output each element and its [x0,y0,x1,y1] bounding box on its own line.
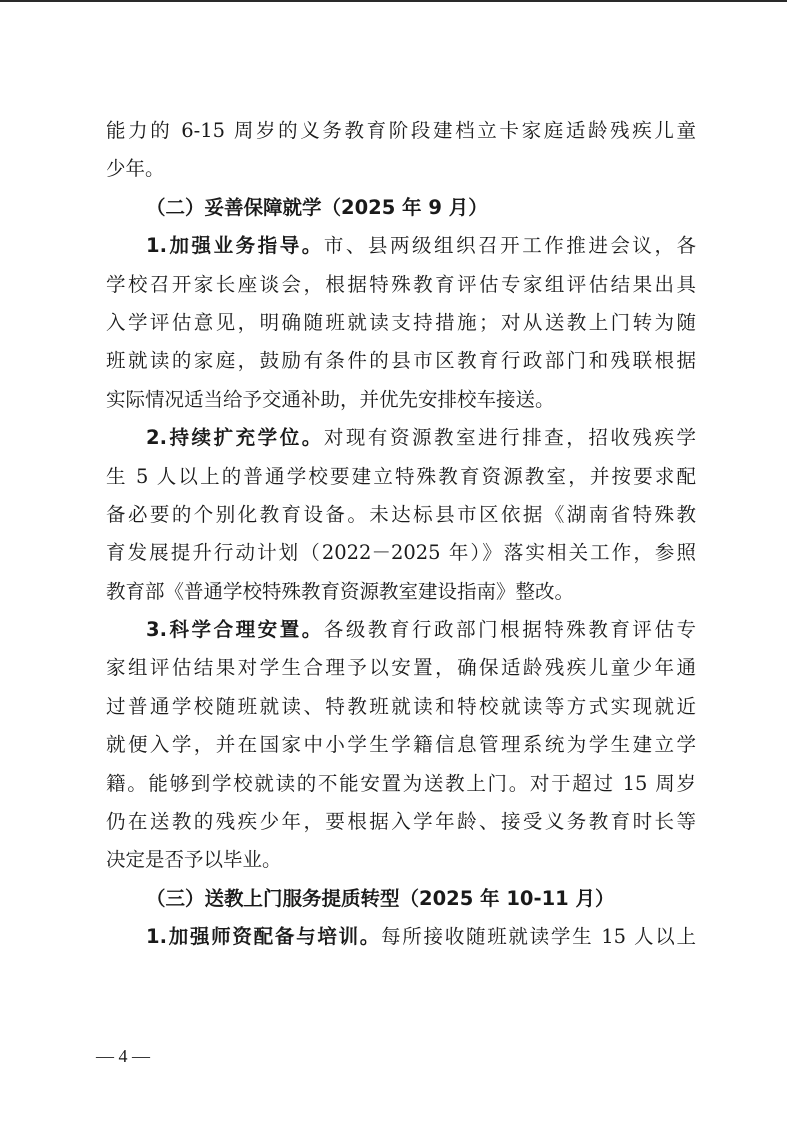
item-lead: 1.加强师资配备与培训。 [146,925,382,949]
item-lead: 3.科学合理安置。 [146,618,324,642]
text-line: 能力的 6-15 周岁的义务教育阶段建档立卡家庭适龄残疾儿童 [106,119,696,142]
section-heading: （三）送教上门服务提质转型（2025 年 10-11 月） [146,886,615,910]
top-border-line [0,0,787,2]
paragraph-first-line [106,227,696,265]
text-line: 仍在送教的残疾少年，要根据入学年龄、接受义务教育时长等 [106,810,696,834]
text-line: 生 5 人以上的普通学校要建立特殊教育资源教室，并按要求配 [106,464,696,488]
item-lead: 2.持续扩充学位。 [146,426,324,450]
text-line: 入学评估意见，明确随班就读支持措施；对从送教上门转为随 [106,310,696,334]
text-line: 籍。能够到学校就读的不能安置为送教上门。对于超过 15 周岁 [106,771,696,795]
item-lead: 1.加强业务指导。 [146,234,324,258]
line-text: 对现有资源教室进行排查，招收残疾学 [323,426,696,450]
text-line: 实际情况适当给予交通补助，并优先安排校车接送。 [106,387,555,411]
page-number: — 4 — [96,1046,150,1066]
document-page [106,112,696,957]
text-line: 家组评估结果对学生合理予以安置，确保适龄残疾儿童少年通 [106,656,696,680]
paragraph-first-line [106,419,696,457]
section-heading: （二）妥善保障就学（2025 年 9 月） [146,195,488,219]
text-line: 少年。 [106,157,165,181]
text-line: 就便入学，并在国家中小学生学籍信息管理系统为学生建立学 [106,733,696,757]
text-line: 过普通学校随班就读、特教班就读和特校就读等方式实现就近 [106,694,696,718]
text-line: 班就读的家庭，鼓励有条件的县市区教育行政部门和残联根据 [106,349,696,373]
line-text: 市、县两级组织召开工作推进会议，各 [323,234,696,258]
line-text: 每所接收随班就读学生 15 人以上 [381,925,696,949]
text-line: 备必要的个别化教育设备。未达标县市区依据《湖南省特殊教 [106,502,696,526]
text-line: 决定是否予以毕业。 [106,848,282,872]
line-text: 各级教育行政部门根据特殊教育评估专 [323,618,696,642]
paragraph-first-line [106,918,696,956]
text-line: 育发展提升行动计划（2022－2025 年）》落实相关工作，参照 [106,541,696,565]
text-line: 学校召开家长座谈会，根据特殊教育评估专家组评估结果出具 [106,272,696,296]
paragraph-first-line [106,611,696,649]
text-line: 教育部《普通学校特殊教育资源教室建设指南》整改。 [106,579,575,603]
